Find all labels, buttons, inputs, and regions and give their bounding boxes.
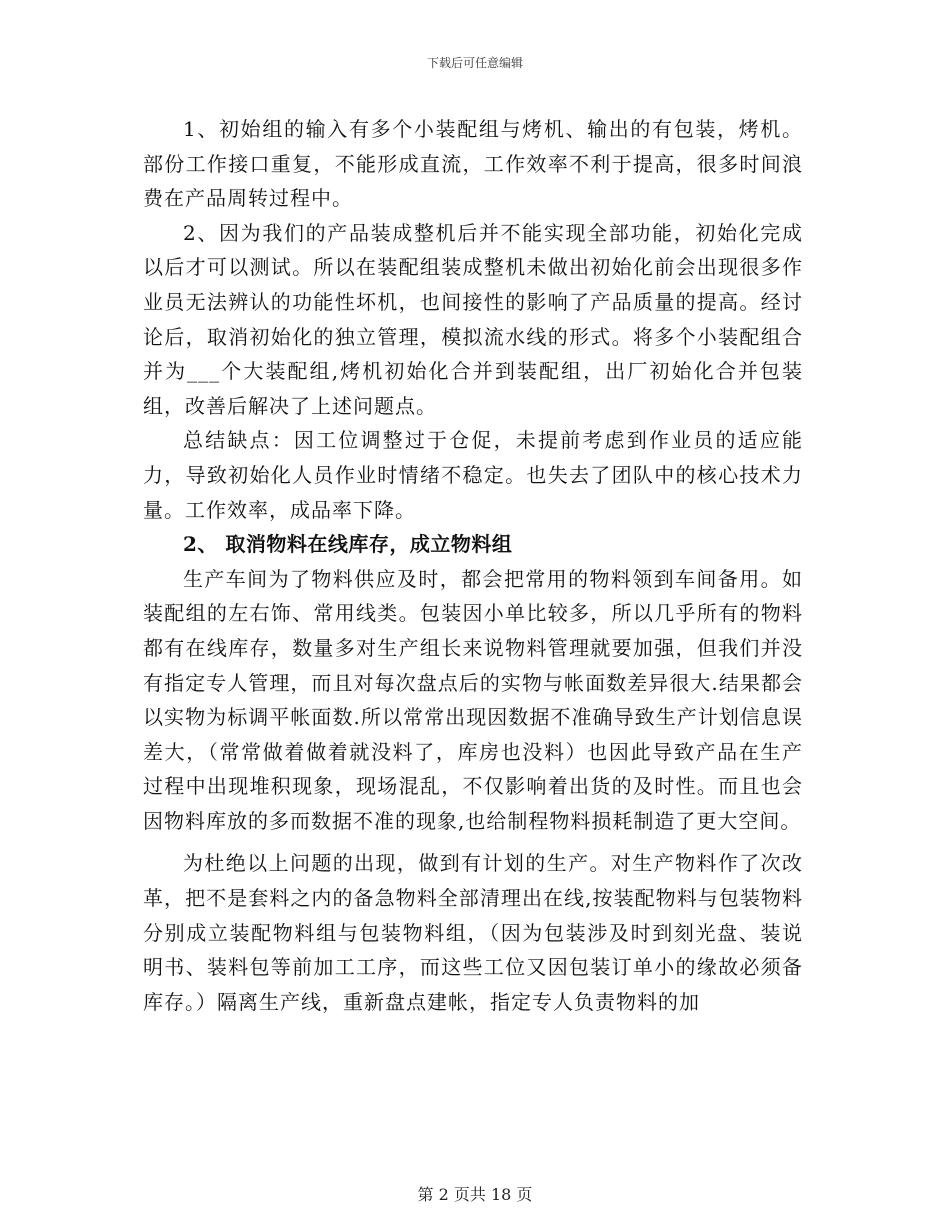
paragraph-initial-group: 1、初始组的输入有多个小装配组与烤机、输出的有包装，烤机。部份工作接口重复，不能形成直流，工作效率不利于提高，很多时间浪费在产品周转过程中。 — [143, 117, 803, 211]
document-body — [143, 112, 803, 1019]
paragraph-summary-shortcomings: 总结缺点：因工位调整过于仓促，未提前考虑到作业员的适应能力，导致初始化人员作业时情绪不稳定。也失去了团队中的核心技术力量。工作效率，成品率下降。 — [143, 428, 803, 522]
paragraph-material-inventory: 生产车间为了物料供应及时，都会把常用的物料领到车间备用。如装配组的左右饰、常用线类。包装因小单比较多，所以几乎所有的物料都有在线库存，数量多对生产组长来说物料管理就要加强，但我们并没有指定专人管理，而且对每次盘点后的实物与帐面数差异很大.结果都会以实物为标调平帐面数.所以常常出现因数据不准确导致生产计划信息误差大，（常常做着做着就没料了，库房也没料）也因此导致产品在生产过程中出现堆积现象，现场混乱，不仅影响着出货的及时性。而且也会因物料库放的多而数据不准的现象,也给制程物料损耗制造了更大空间。 — [143, 566, 803, 833]
page-footer: 第 2 页共 18 页 — [417, 1185, 533, 1204]
paragraph-material-reform: 为杜绝以上问题的出现，做到有计划的生产。对生产物料作了次改革，把不是套料之内的备急物料全部清理出在线,按装配物料与包装物料分别成立装配物料组与包装物料组，（因为包装涉及时到刻光盘、装说明书、装料包等前加工工序，而这些工位又因包装订单小的缘故必须备库存。）隔离生产线，重新盘点建帐，指定专人负责物料的加 — [143, 851, 803, 1014]
section-heading-material-group: 2、 取消物料在线库存，成立物料组 — [183, 532, 513, 557]
paragraph-product-function: 2、因为我们的产品装成整机后并不能实现全部功能，初始化完成以后才可以测试。所以在装配组装成整机未做出初始化前会出现很多作业员无法辨认的功能性坏机，也间接性的影响了产品质量的提高。经讨论后，取消初始化的独立管理，模拟流水线的形式。将多个小装配组合并为___个大装配组,烤机初始化合并到装配组，出厂初始化合并包装组，改善后解决了上述问题点。 — [143, 220, 803, 418]
page-header: 下载后可任意编辑 — [426, 56, 523, 70]
